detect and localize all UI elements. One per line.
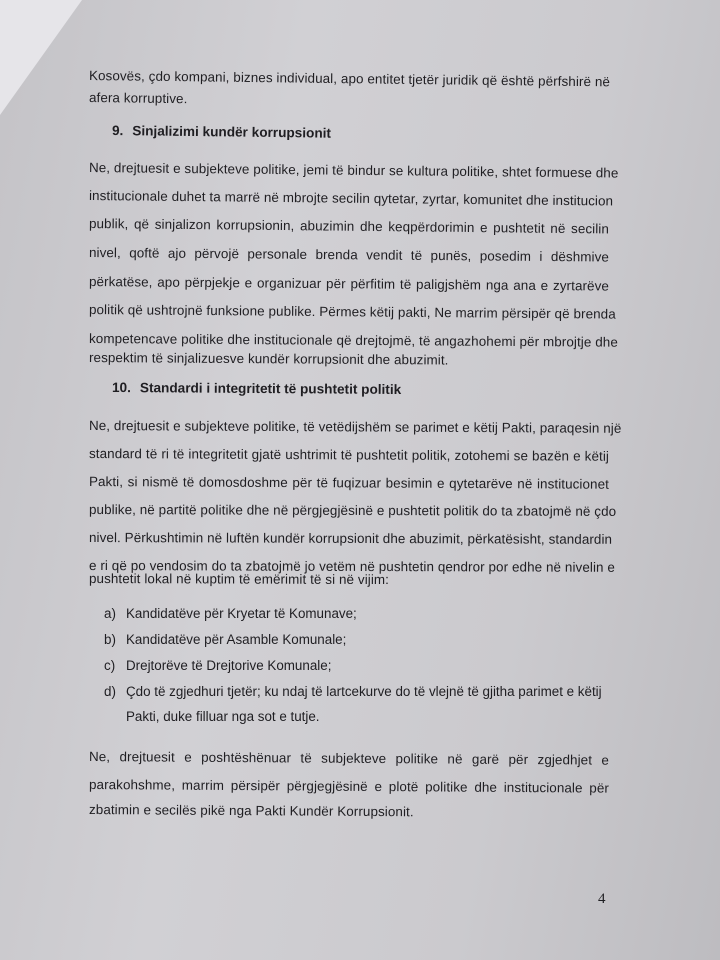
closing-line-3: zbatimin e secilës pikë nga Pakti Kundër Korrupsionit. (88, 802, 414, 820)
section-10-title: Standardi i integritetit të pushtetit politik (139, 380, 402, 398)
section-9-number: 9. (111, 123, 124, 139)
list-item-c (104, 656, 331, 676)
section-9-title: Sinjalizimi kundër korrupsionit (132, 123, 332, 141)
list-item-text: Drejtorëve të Drejtorive Komunale; (126, 658, 332, 673)
list-marker: c) (104, 658, 116, 673)
section-9-heading (112, 123, 331, 141)
intro-line-2: afera korruptive. (88, 90, 188, 107)
section-9-line-2: institucionale duhet ta marrë në mbrojte secilin qytetar, zyrtar, komunitet dhe institucion (88, 188, 614, 209)
section-10-heading (112, 380, 401, 397)
section-10-line-6: e ri që po vendosim do ta zbatojmë jo vetëm në pushtetin qendror por edhe në nivelin e (88, 558, 615, 575)
list-item-text: Çdo të zgjedhuri tjetër; ku ndaj të lartcekurve do të vlejnë të gjitha parimet e këtij (126, 684, 602, 699)
section-9-line-3: publik, që sinjalizon korrupsionin, abuzimin dhe keqpërdorimin e pushtetit në secilin (88, 216, 610, 237)
section-10-line-4: publike, në partitë politike dhe në përgjegjësinë e pushtetit politik do ta zbatojmë në çdo (88, 502, 617, 519)
closing-line-1: Ne, drejtuesit e poshtëshënuar të subjekteve politike në garë për zgjedhjet e (88, 749, 610, 768)
list-marker: d) (104, 684, 116, 699)
list-item-b (104, 630, 346, 650)
list-item-d (104, 682, 602, 702)
section-10-line-2: standard të ri të integritetit gjatë ushtrimit të pushtetit politik, zotohemi se bazën e këtij (88, 446, 610, 464)
list-item-d-continuation: Pakti, duke filluar nga sot e tutje. (126, 709, 320, 724)
list-marker: a) (104, 606, 116, 621)
section-9-line-4: nivel, qoftë ajo përvojë personale brenda vendit të punës, posedim i dëshmive (88, 245, 610, 265)
section-9-line-8: respektim të sinjalizuesve kundër korrupsionit dhe abuzimit. (88, 350, 449, 368)
section-9-line-5: përkatëse, apo përpjekje e organizuar për përfitim të paligjshëm nga ana e zyrtarëve (88, 274, 610, 294)
intro-line-1: Kosovës, çdo kompani, biznes individual, apo entitet tjetër juridik që është përfshirë në (88, 68, 611, 90)
section-10-line-7: pushtetit lokal në kuptim të emërimit të si në vijim: (88, 571, 390, 588)
list-item-a (104, 604, 357, 624)
closing-line-2: parakohshme, marrim përsipër përgjegjësinë e plotë politike dhe institucionale për (88, 777, 610, 796)
section-10-line-1: Ne, drejtuesit e subjekteve politike, të vetëdijshëm se parimet e këtij Pakti, paraqesin një (88, 418, 622, 436)
page-number: 4 (598, 891, 606, 907)
section-10-number: 10. (111, 380, 131, 396)
section-9-line-7: kompetencave politike dhe institucionale që drejtojmë, të angazhohemi për mbrojtje dhe (88, 331, 618, 350)
section-10-line-5: nivel. Përkushtimin në luftën kundër korrupsionit dhe abuzimit, përkatësisht, standardin (88, 530, 613, 547)
section-9-line-6: politik që ushtrojnë funksione publike. Përmes këtij pakti, Ne marrim përsipër që brenda (88, 302, 616, 322)
section-10-line-3: Pakti, si nismë të domosdoshme për të fuqizuar besimin e qytetarëve në institucionet (88, 474, 610, 492)
section-9-line-1: Ne, drejtuesit e subjekteve politike, jemi të bindur se kultura politike, shtet formuese dhe (88, 160, 619, 181)
list-marker: b) (104, 632, 116, 647)
list-item-text: Kandidatëve për Kryetar të Komunave; (126, 606, 357, 621)
list-item-text: Kandidatëve për Asamble Komunale; (126, 632, 347, 647)
